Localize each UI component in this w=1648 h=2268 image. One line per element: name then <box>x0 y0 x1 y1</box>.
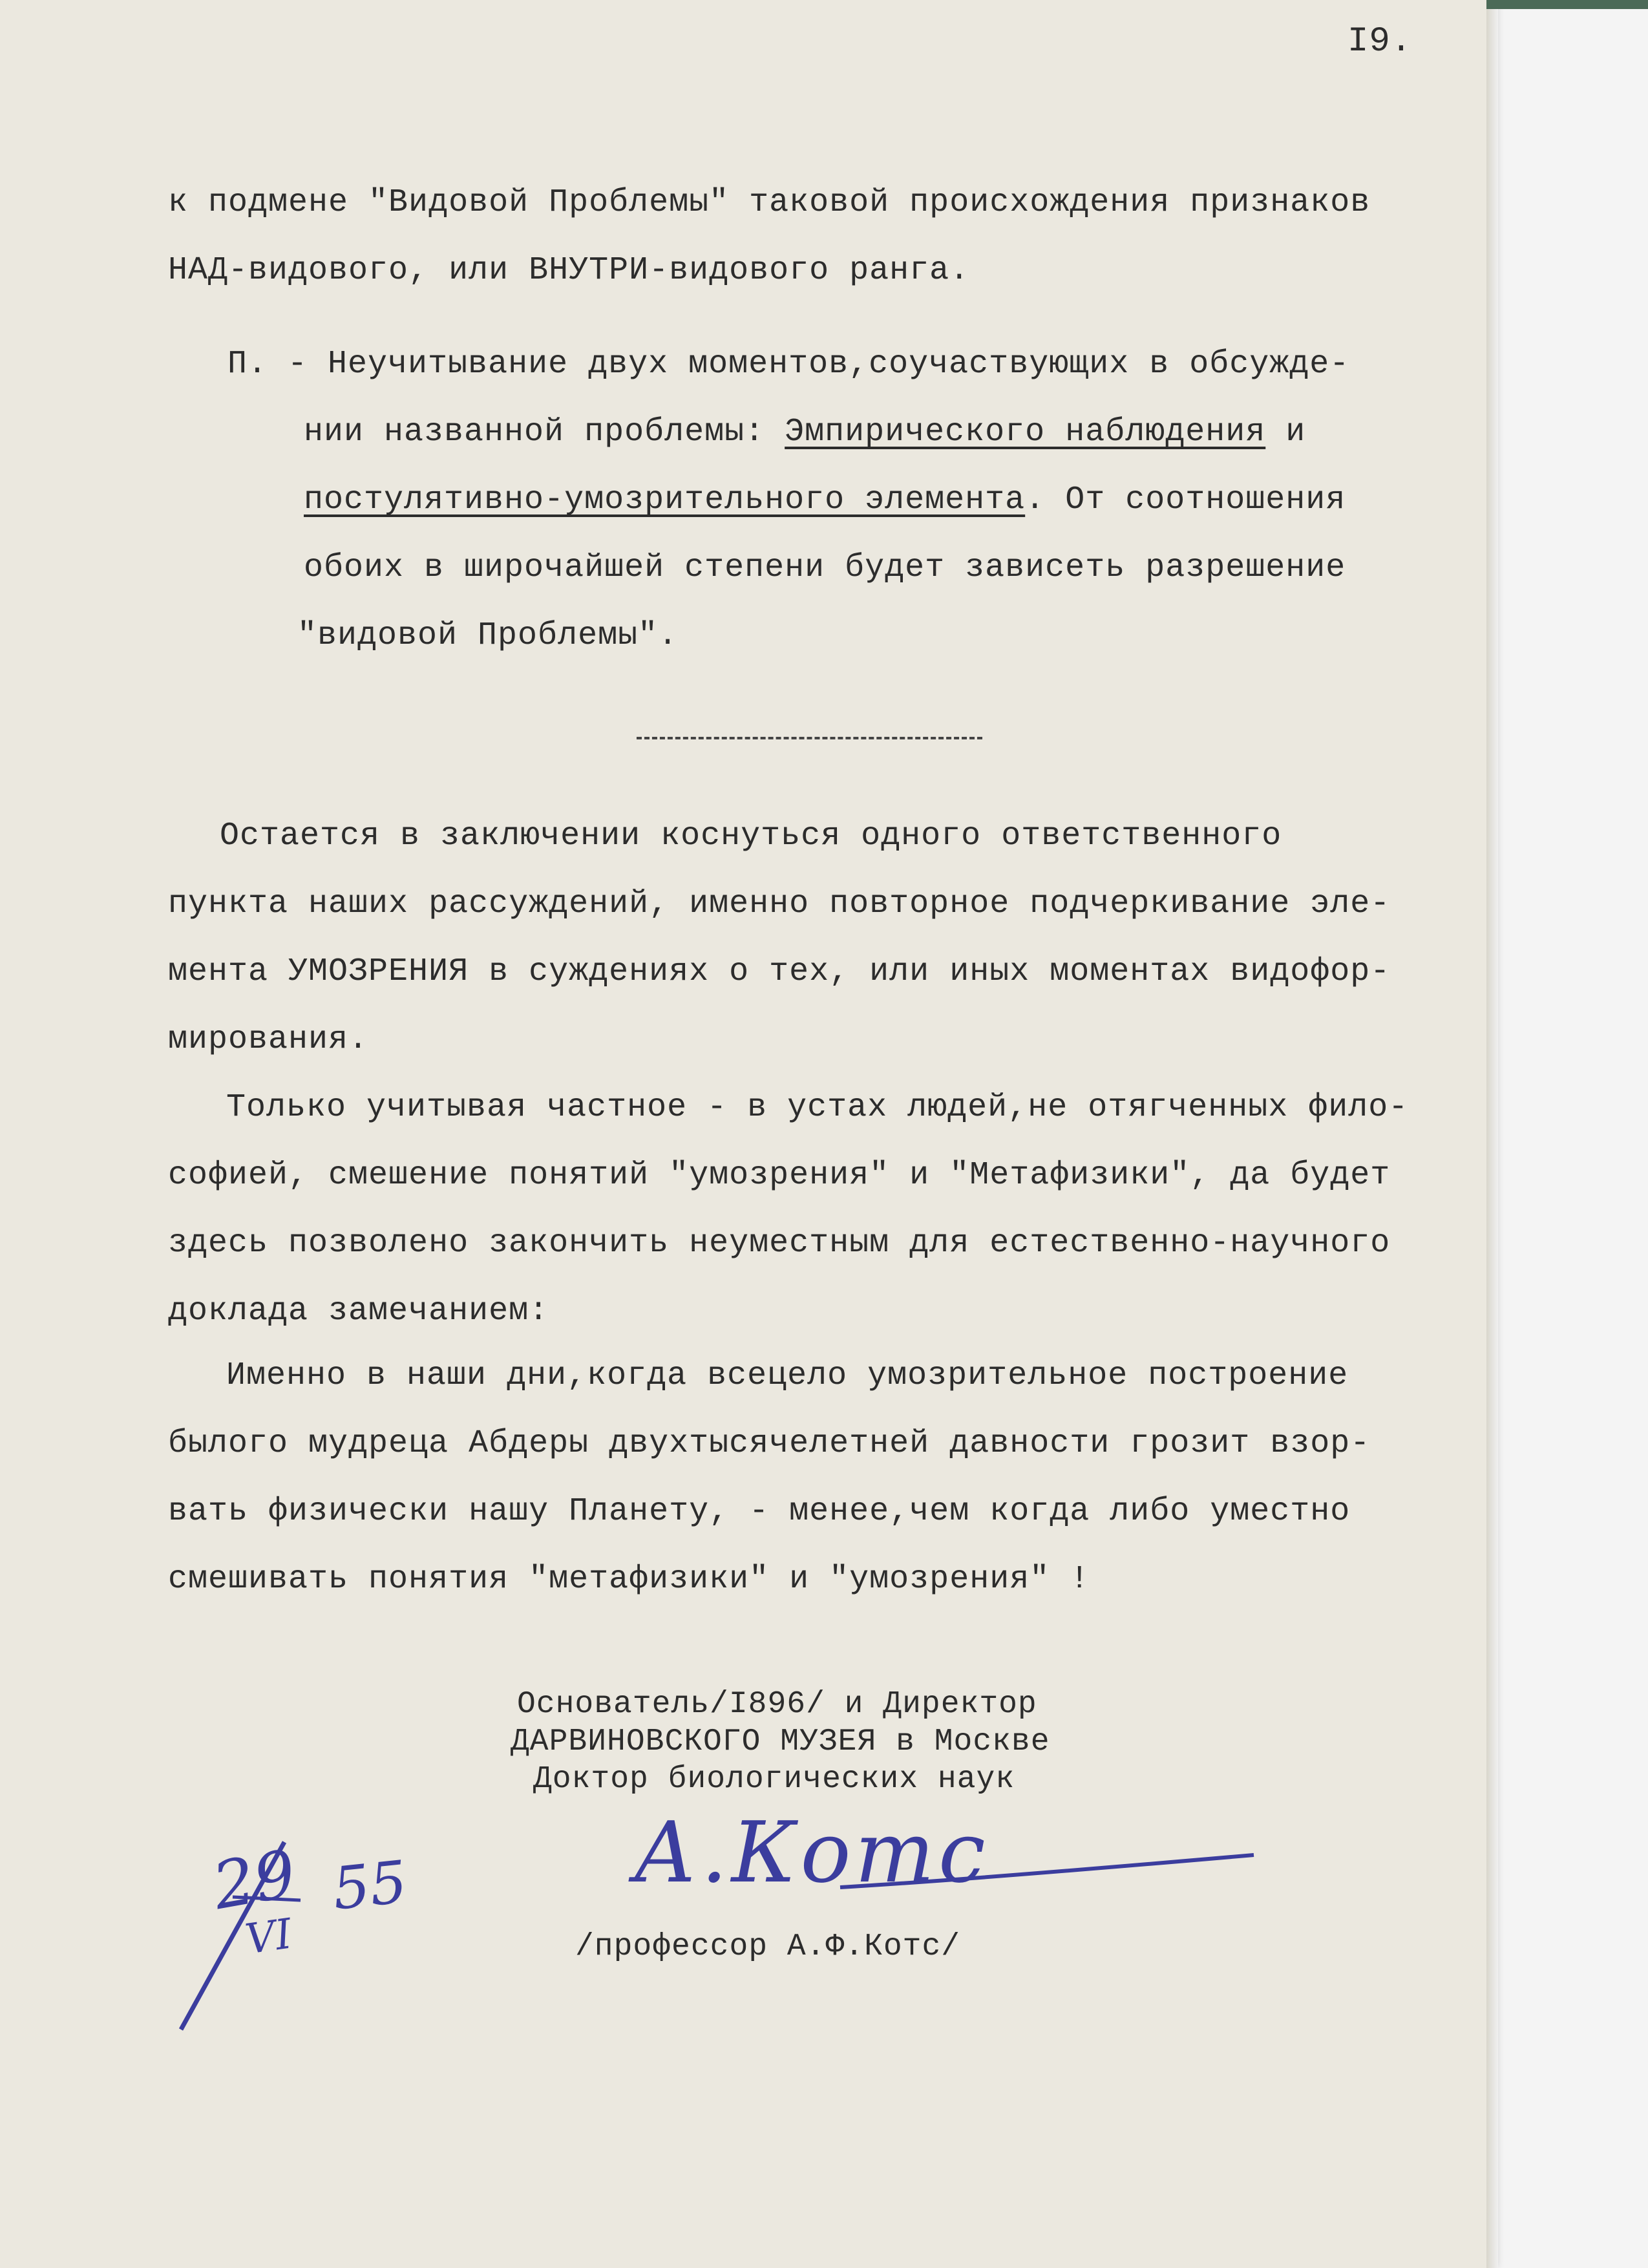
text-line-2: НАД-видового, или ВНУТРИ-видового ранга. <box>168 252 970 289</box>
underlined-postulative: постулятивно-умозрительного элемента <box>304 482 1026 518</box>
text-line-14: здесь позволено закончить неуместным для естественно-научного <box>168 1225 1391 1262</box>
text-line-12: Только учитывая частное - в устах людей,не отягченных фило- <box>226 1089 1409 1126</box>
text-line-1: к подмене "Видовой Проблемы" таковой происхождения признаков <box>168 184 1371 221</box>
folder-edge <box>1486 0 1648 9</box>
text-line-15: доклада замечанием: <box>168 1293 549 1330</box>
handwritten-signature: А.Котс <box>633 1803 989 1902</box>
signature-title-line-2: ДАРВИНОВСКОГО МУЗЕЯ в Москве <box>511 1724 1050 1759</box>
text-line-18: вать физически нашу Планету, - менее,чем когда либо уместно <box>168 1493 1351 1530</box>
text-line-4-end: и <box>1265 414 1306 450</box>
text-line-5 <box>304 482 1346 518</box>
handwritten-date-month: VI <box>242 1910 295 1964</box>
text-line-9: пункта наших рассуждений, именно повторное подчеркивание эле- <box>168 885 1391 922</box>
section-separator <box>637 737 982 739</box>
signature-title-line-1: Основатель/I896/ и Директор <box>517 1687 1037 1722</box>
text-line-10: мента УМОЗРЕНИЯ в суждениях о тех, или иных моментах видофор- <box>168 953 1391 990</box>
signature-title-line-3: Доктор биологических наук <box>533 1762 1015 1797</box>
handwritten-date-day: 29 <box>207 1835 302 1925</box>
text-line-16: Именно в наши дни,когда всецело умозрительное построение <box>226 1357 1349 1394</box>
text-line-19: смешивать понятия "метафизики" и "умозрения" ! <box>168 1561 1090 1598</box>
text-line-6: обоих в широчайшей степени будет зависеть разрешение <box>304 549 1346 586</box>
page-number: I9. <box>1347 22 1413 61</box>
signature-underline <box>834 1842 1267 1913</box>
text-line-4 <box>304 414 1305 450</box>
text-line-7: "видовой Проблемы". <box>297 617 679 654</box>
text-line-17: былого мудреца Абдеры двухтысячелетней давности грозит взор- <box>168 1425 1371 1462</box>
text-line-11: мирования. <box>168 1021 369 1058</box>
text-line-5-end: . От соотношения <box>1025 482 1346 518</box>
text-line-8: Остается в заключении коснуться одного ответственного <box>220 818 1282 854</box>
text-line-3: П. - Неучитывание двух моментов,соучаствующих в обсужде- <box>227 346 1350 383</box>
page-edge-shadow <box>1486 0 1498 2268</box>
handwritten-date-year: 55 <box>329 1848 410 1924</box>
text-line-13: софией, смешение понятий "умозрения" и "Метафизики", да будет <box>168 1157 1391 1194</box>
signatory-name: /профессор А.Ф.Котс/ <box>575 1929 961 1964</box>
text-line-4-start: нии названной проблемы: <box>304 414 785 450</box>
underlined-empirical: Эмпирического наблюдения <box>785 414 1266 450</box>
